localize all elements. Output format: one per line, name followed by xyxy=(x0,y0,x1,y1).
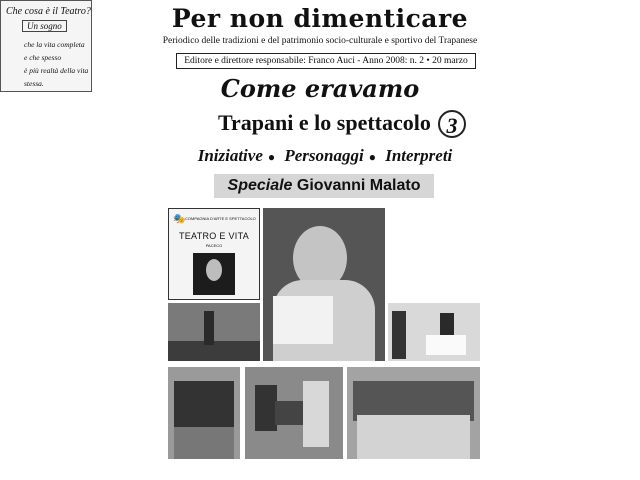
quote-line: e che spesso xyxy=(24,53,62,62)
poster-place: PACECO xyxy=(205,243,223,248)
bullet-icon: ● xyxy=(368,150,376,164)
portrait-photo xyxy=(263,208,385,361)
quote-question: Che cosa è il Teatro? xyxy=(6,6,91,17)
quote-line: stessa. xyxy=(24,79,44,88)
masthead-subtitle: Periodico delle tradizioni e del patrimonio socio-culturale e sportivo del Trapanese xyxy=(162,36,478,46)
special-prefix: Speciale xyxy=(227,177,293,194)
masthead-title: Per non dimenticare xyxy=(171,4,469,33)
stage-photo-left xyxy=(168,303,260,361)
rehearsal-photo xyxy=(245,367,343,459)
quote-answer-box: Un sogno xyxy=(22,20,67,32)
quote-line: è più realtà della vita xyxy=(24,66,89,75)
theme-item: Interpreti xyxy=(385,146,453,165)
theme-item: Iniziative xyxy=(197,146,263,165)
editor-line: Editore e direttore responsabile: Franco Auci - Anno 2008: n. 2 • 20 marzo xyxy=(176,53,476,69)
cast-group-photo xyxy=(347,367,480,459)
mask-image xyxy=(193,253,235,295)
poster-small-text: COMPAGNIA D'ARTE E SPETTACOLO xyxy=(185,216,256,221)
group-photo-costumes xyxy=(168,367,240,459)
issue-number-badge: 3 xyxy=(438,110,466,138)
special-name: Giovanni Malato xyxy=(296,177,421,194)
bullet-icon: ● xyxy=(267,150,276,164)
stage-photo-right xyxy=(388,303,480,361)
headline: Trapani e lo spettacolo xyxy=(218,110,431,135)
section-title: Come eravamo xyxy=(220,74,420,103)
poster-big-text: TEATRO E VITA xyxy=(178,231,250,241)
quote-line: che la vita completa xyxy=(24,40,85,49)
theatre-mask-icon: 🎭 xyxy=(173,214,186,225)
special-banner xyxy=(214,174,434,198)
theme-item: Personaggi xyxy=(284,146,364,165)
themes-line xyxy=(0,146,640,166)
poster-teatro-e-vita xyxy=(168,208,260,300)
